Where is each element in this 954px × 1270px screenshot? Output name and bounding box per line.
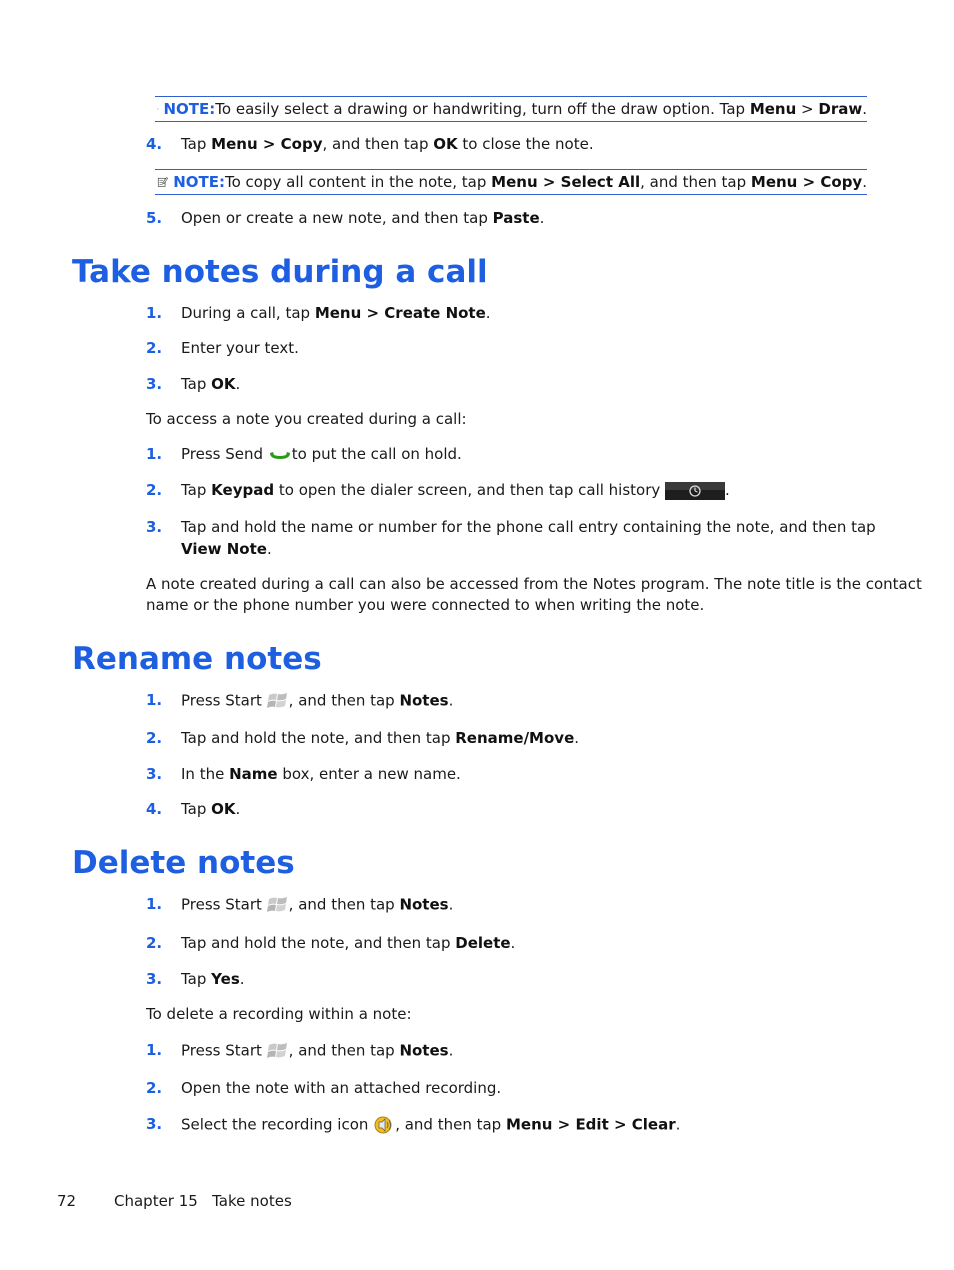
- step-number: 4.: [146, 800, 163, 818]
- section-heading-delete: Delete notes: [72, 845, 295, 881]
- step-number: 2.: [146, 339, 163, 357]
- note-box-draw: [155, 96, 867, 122]
- step-text: Tap Yes.: [181, 970, 245, 988]
- note-box-copy: [155, 169, 867, 195]
- step-number: 5.: [146, 209, 163, 227]
- step-number: 1.: [146, 1041, 163, 1059]
- step-number: 4.: [146, 135, 163, 153]
- step-text: In the Name box, enter a new name.: [181, 765, 461, 783]
- note-pencil-icon: [157, 173, 168, 191]
- step-text: Open the note with an attached recording.: [181, 1079, 502, 1097]
- step-number: 2.: [146, 729, 163, 747]
- send-call-icon: [268, 449, 292, 461]
- step-text: Tap Keypad to open the dialer screen, and then tap call history .: [181, 481, 730, 499]
- windows-start-icon: [267, 1041, 289, 1061]
- step-text: Select the recording icon , and then tap Menu > Edit > Clear.: [181, 1115, 681, 1134]
- windows-start-icon: [267, 691, 289, 711]
- step-text: Press Start , and then tap Notes.: [181, 1041, 454, 1060]
- step-text: Press Send to put the call on hold.: [181, 445, 462, 463]
- step-text: Tap OK.: [181, 375, 241, 393]
- step-number: 3.: [146, 518, 163, 536]
- step-number: 2.: [146, 1079, 163, 1097]
- step-text: Enter your text.: [181, 339, 299, 357]
- step-text-continued: View Note.: [181, 540, 272, 558]
- step-number: 3.: [146, 970, 163, 988]
- step-number: 1.: [146, 445, 163, 463]
- step-text: Open or create a new note, and then tap Paste.: [181, 209, 545, 227]
- access-intro: To access a note you created during a call:: [146, 410, 467, 428]
- step-text: During a call, tap Menu > Create Note.: [181, 304, 491, 322]
- step-number: 2.: [146, 934, 163, 952]
- step-text: Press Start , and then tap Notes.: [181, 691, 454, 710]
- step-text: Tap and hold the note, and then tap Rename/Move.: [181, 729, 580, 747]
- step-text: Press Start , and then tap Notes.: [181, 895, 454, 914]
- note-label: NOTE:: [173, 173, 225, 191]
- windows-start-icon: [267, 895, 289, 915]
- step-number: 3.: [146, 375, 163, 393]
- call-history-icon: [665, 482, 725, 500]
- step-number: 1.: [146, 304, 163, 322]
- note-label: NOTE:: [163, 100, 216, 118]
- section-heading-take-notes: Take notes during a call: [72, 254, 488, 290]
- paragraph-line: name or the phone number you were connected to when writing the note.: [146, 596, 705, 614]
- step-text: Tap OK.: [181, 800, 241, 818]
- step-text: Tap Menu > Copy, and then tap OK to close the note.: [181, 135, 594, 153]
- note-text: To easily select a drawing or handwriting, turn off the draw option. Tap Menu > Draw.: [215, 100, 867, 118]
- recording-icon: [373, 1115, 395, 1135]
- section-heading-rename: Rename notes: [72, 641, 322, 677]
- step-number: 1.: [146, 691, 163, 709]
- step-number: 2.: [146, 481, 163, 499]
- step-number: 3.: [146, 1115, 163, 1133]
- recording-intro: To delete a recording within a note:: [146, 1005, 412, 1023]
- step-number: 1.: [146, 895, 163, 913]
- chapter-label: Chapter 15 Take notes: [114, 1192, 292, 1210]
- note-text: To copy all content in the note, tap Menu > Select All, and then tap Menu > Copy.: [225, 173, 867, 191]
- note-pencil-icon: [157, 100, 159, 118]
- step-text: Tap and hold the name or number for the phone call entry containing the note, and then tap: [181, 518, 876, 536]
- step-text: Tap and hold the note, and then tap Delete.: [181, 934, 516, 952]
- page-number: 72: [57, 1192, 77, 1210]
- step-number: 3.: [146, 765, 163, 783]
- paragraph-line: A note created during a call can also be accessed from the Notes program. The note title is the contact: [146, 575, 922, 593]
